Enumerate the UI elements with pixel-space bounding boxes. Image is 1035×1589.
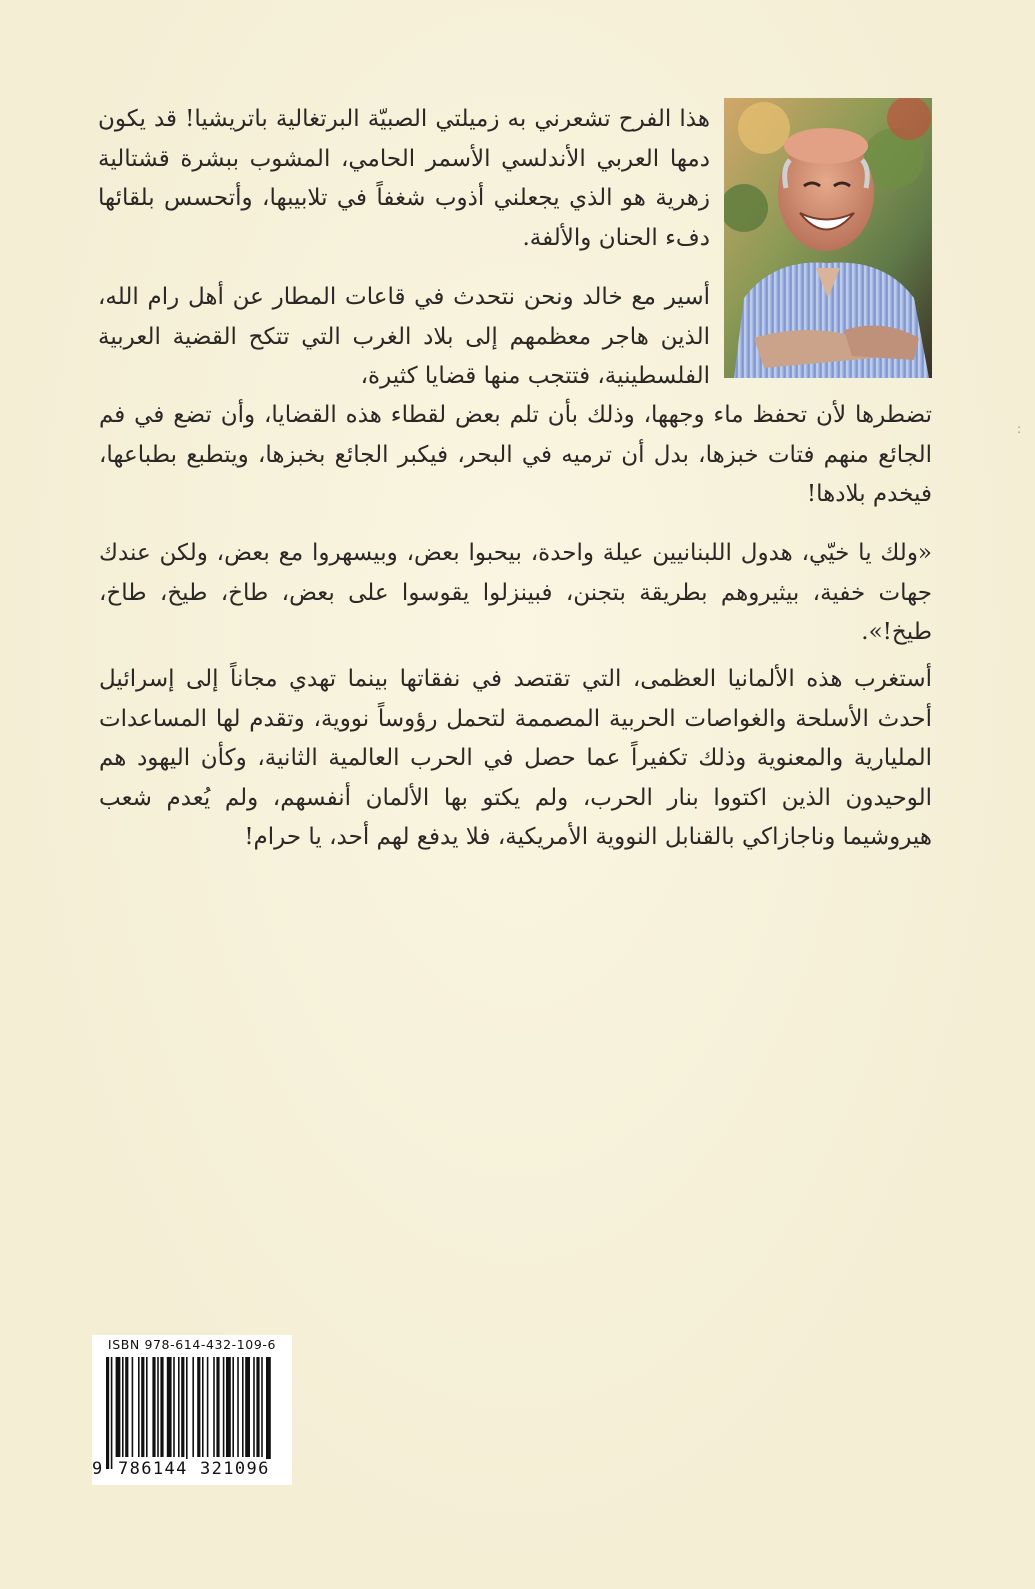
barcode-bar (106, 1357, 109, 1469)
paragraph-intro-text: هذا الفرح تشعرني به زميلتي الصبيّة البرتغالية باتريشيا! قد يكون دمها العربي الأندلسي الأسمر الحامي، المشوب ببشرة قشتالية زهرية هو الذي يجعلني أذوب شغفاً في تلابيبها، وأتحسس بلقائها دفء الحنان والألفة. (98, 106, 710, 251)
barcode-bar (173, 1357, 175, 1457)
paragraph-asir-end (99, 396, 932, 515)
barcode-bar (186, 1357, 188, 1469)
author-photo (724, 98, 932, 378)
barcode-bar (245, 1357, 250, 1457)
barcode-bar (157, 1357, 159, 1457)
barcode-bar (266, 1357, 271, 1469)
barcode-bar (192, 1357, 194, 1457)
barcode-bar (242, 1357, 244, 1457)
isbn-label: ISBN 978-614-432-109-6 (107, 1337, 277, 1352)
barcode-bar (202, 1357, 204, 1457)
barcode-bar (160, 1357, 163, 1457)
page-edge-mark: : (1017, 422, 1022, 436)
barcode-bars (106, 1357, 286, 1469)
isbn-digit-group-1: 786144 (118, 1459, 188, 1479)
barcode-bar (213, 1357, 215, 1457)
isbn-digit-group-2: 321096 (200, 1459, 270, 1479)
barcode-bar (223, 1357, 225, 1457)
isbn-digit-lead: 9 (92, 1459, 104, 1479)
barcode-bar (232, 1357, 234, 1457)
paragraph-asir-start-text: أسير مع خالد ونحن نتحدث في قاعات المطار عن أهل رام الله، الذين هاجر معظمهم إلى بلاد الغرب التي تتكح القضية العربية الفلسطينية، فتتجب منها قضايا كثيرة، (98, 284, 710, 389)
paragraph-quote-text: «ولك يا خيّي، هدول اللبنانيين عيلة واحدة، بيحبوا بعض، وبيسهروا مع بعض، ولكن عندك جهات خفية، بيثيروهم بطريقة بتجنن، فبينزلوا يقوسوا على بعض، طاخ، طيخ، طاخ، طيخ!». (99, 540, 932, 645)
barcode-bar (256, 1357, 259, 1457)
barcode-bar (111, 1357, 113, 1469)
barcode-bar (141, 1357, 144, 1457)
barcode-bar (178, 1357, 180, 1457)
barcode-bar (152, 1357, 155, 1457)
paragraph-intro (98, 100, 710, 258)
barcode-bar (216, 1357, 219, 1457)
barcode-bar (125, 1357, 128, 1457)
barcode-bar (116, 1357, 121, 1457)
barcode-bar (138, 1357, 140, 1457)
paragraph-quote (99, 534, 932, 653)
barcode-bar (197, 1357, 200, 1457)
barcode-bar (207, 1357, 209, 1457)
paragraph-asir-end-text: تضطرها لأن تحفظ ماء وجهها، وذلك بأن تلم بعض لقطاء هذه القضايا، وأن تضع في فم الجائع منهم فتات خبزها، بدل أن ترميه في البحر، فيكبر الجائع بخبزها، ويتطبع بطباعها، فيخدم بلادها! (99, 402, 932, 507)
barcode-bar (237, 1357, 239, 1457)
barcode-bar (181, 1357, 184, 1457)
paragraph-asir-start (98, 278, 710, 397)
paragraph-last-text: أستغرب هذه الألمانيا العظمى، التي تقتصد في نفقاتها بينما تهدي مجاناً إلى إسرائيل أحدث الأسلحة والغواصات الحربية المصممة لتحمل رؤوساً نووية، وتقدم لها المساعدات المليارية والمعنوية وذلك تكفيراً عما حصل في الحرب العالمية الثانية، وكأن اليهود هم الوحيدون الذين اكتووا بنار الحرب، ولم يكتو بها الألمان أنفسهم، ولم يُعدم شعب هيروشيما وناجازاكي بالقنابل النووية الأمريكية، فلا يدفع لهم أحد، يا حرام! (99, 666, 932, 850)
barcode-bar (261, 1357, 263, 1457)
barcode-bar (132, 1357, 134, 1457)
barcode-bar (167, 1357, 172, 1457)
barcode-bar (146, 1357, 148, 1457)
barcode-bar (253, 1357, 255, 1457)
author-portrait-illustration (724, 98, 932, 378)
paragraph-last (99, 660, 932, 858)
isbn-barcode (92, 1335, 292, 1485)
barcode-bar (226, 1357, 231, 1457)
barcode-bar (122, 1357, 124, 1457)
